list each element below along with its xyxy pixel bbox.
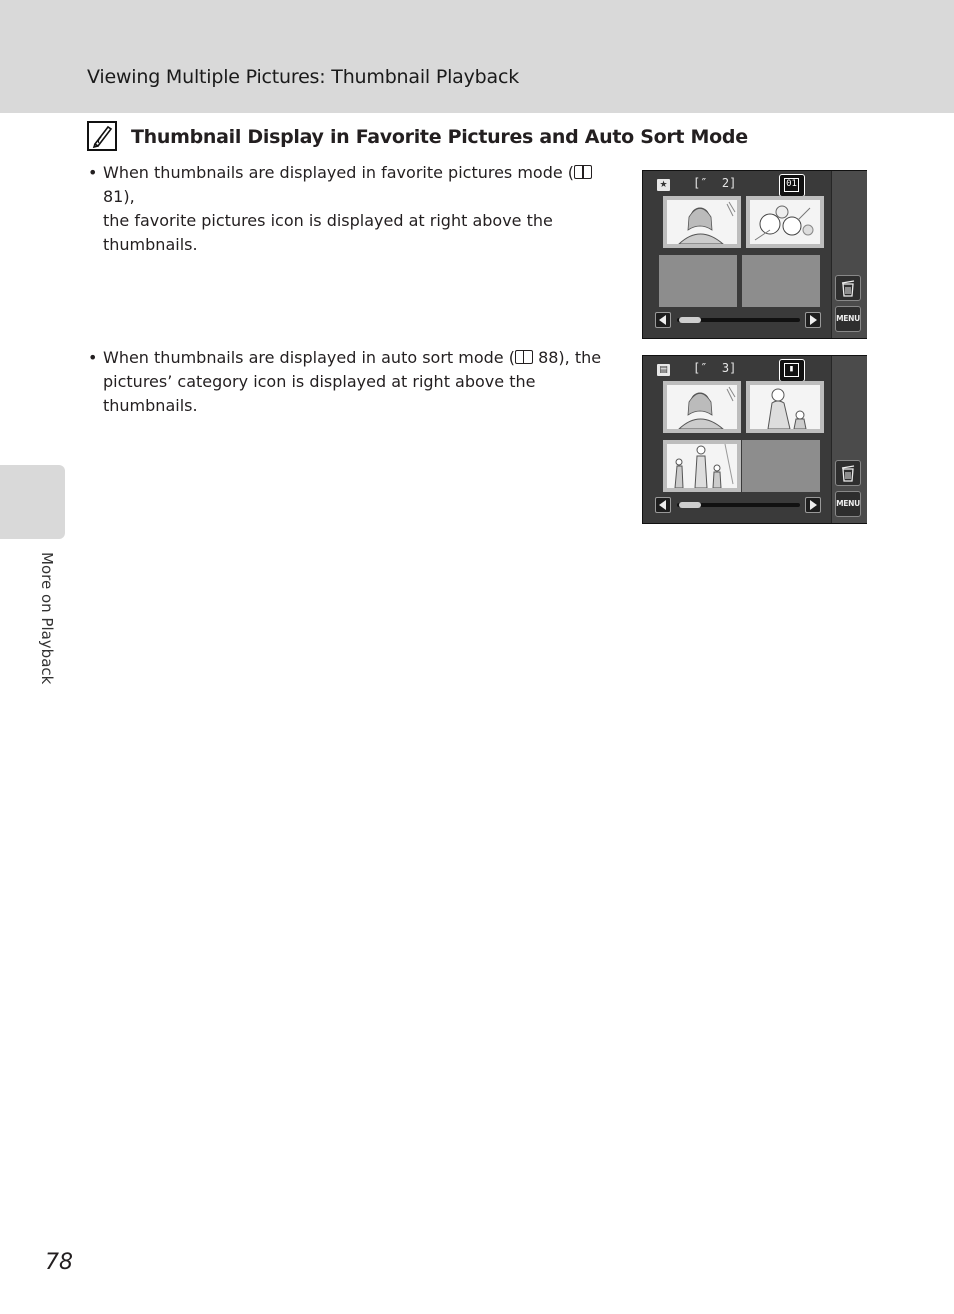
category-glyph: ▮ [784, 363, 799, 377]
thumbnail-family[interactable] [663, 440, 741, 492]
scroll-knob[interactable] [679, 502, 701, 508]
favorite-star-icon: ★ [657, 179, 670, 191]
bullet-text: pictures’ category icon is displayed at right above the thumbnails. [103, 372, 536, 415]
reference-book-icon [574, 165, 592, 179]
scroll-left-icon[interactable] [655, 312, 671, 328]
menu-button[interactable]: MENU [835, 306, 861, 332]
thumbnail-portrait[interactable] [663, 196, 741, 248]
reference-book-icon [515, 350, 533, 364]
auto-sort-icon: ▤ [657, 364, 670, 376]
camera-screen-auto-sort [642, 355, 867, 524]
page-number: 78 [45, 1250, 73, 1275]
header-title: Viewing Multiple Pictures: Thumbnail Playback [87, 66, 520, 88]
scroll-left-icon[interactable] [655, 497, 671, 513]
thumbnail-empty [742, 440, 820, 492]
bullet-text: When thumbnails are displayed in auto sort mode ( [103, 348, 515, 367]
picture-count: [″ 3] [693, 361, 737, 375]
scroll-bar[interactable] [677, 503, 800, 507]
side-tab-label: More on Playback [38, 552, 56, 685]
page-reference: 88), the [532, 348, 602, 367]
portrait-category-icon [779, 359, 805, 382]
bullet-text: When thumbnails are displayed in favorite pictures mode ( [103, 163, 575, 182]
camera-screen-favorite [642, 170, 867, 339]
thumbnail-portrait[interactable] [663, 381, 741, 433]
trash-icon[interactable] [835, 275, 861, 301]
thumbnail-woman-child[interactable] [746, 381, 824, 433]
header-band [0, 0, 954, 113]
scroll-right-icon[interactable] [805, 312, 821, 328]
thumbnail-empty [742, 255, 820, 307]
scroll-right-icon[interactable] [805, 497, 821, 513]
page-reference: 81), [103, 187, 135, 206]
bullet-text: thumbnails. [103, 235, 198, 254]
scroll-bar[interactable] [677, 318, 800, 322]
side-tab [0, 465, 65, 539]
menu-button[interactable]: MENU [835, 491, 861, 517]
trash-icon[interactable] [835, 460, 861, 486]
scroll-knob[interactable] [679, 317, 701, 323]
bullet-text: the favorite pictures icon is displayed at right above the [103, 211, 553, 230]
bullet-dot: • [88, 348, 98, 367]
thumbnail-flowers[interactable] [746, 196, 824, 248]
thumbnail-empty [659, 255, 737, 307]
folder-number: 01 [784, 178, 799, 192]
bullet-dot: • [88, 163, 98, 182]
favorite-folder-icon [779, 174, 805, 197]
section-title: Thumbnail Display in Favorite Pictures and Auto Sort Mode [131, 126, 748, 148]
note-pencil-icon [87, 121, 117, 151]
picture-count: [″ 2] [693, 176, 737, 190]
